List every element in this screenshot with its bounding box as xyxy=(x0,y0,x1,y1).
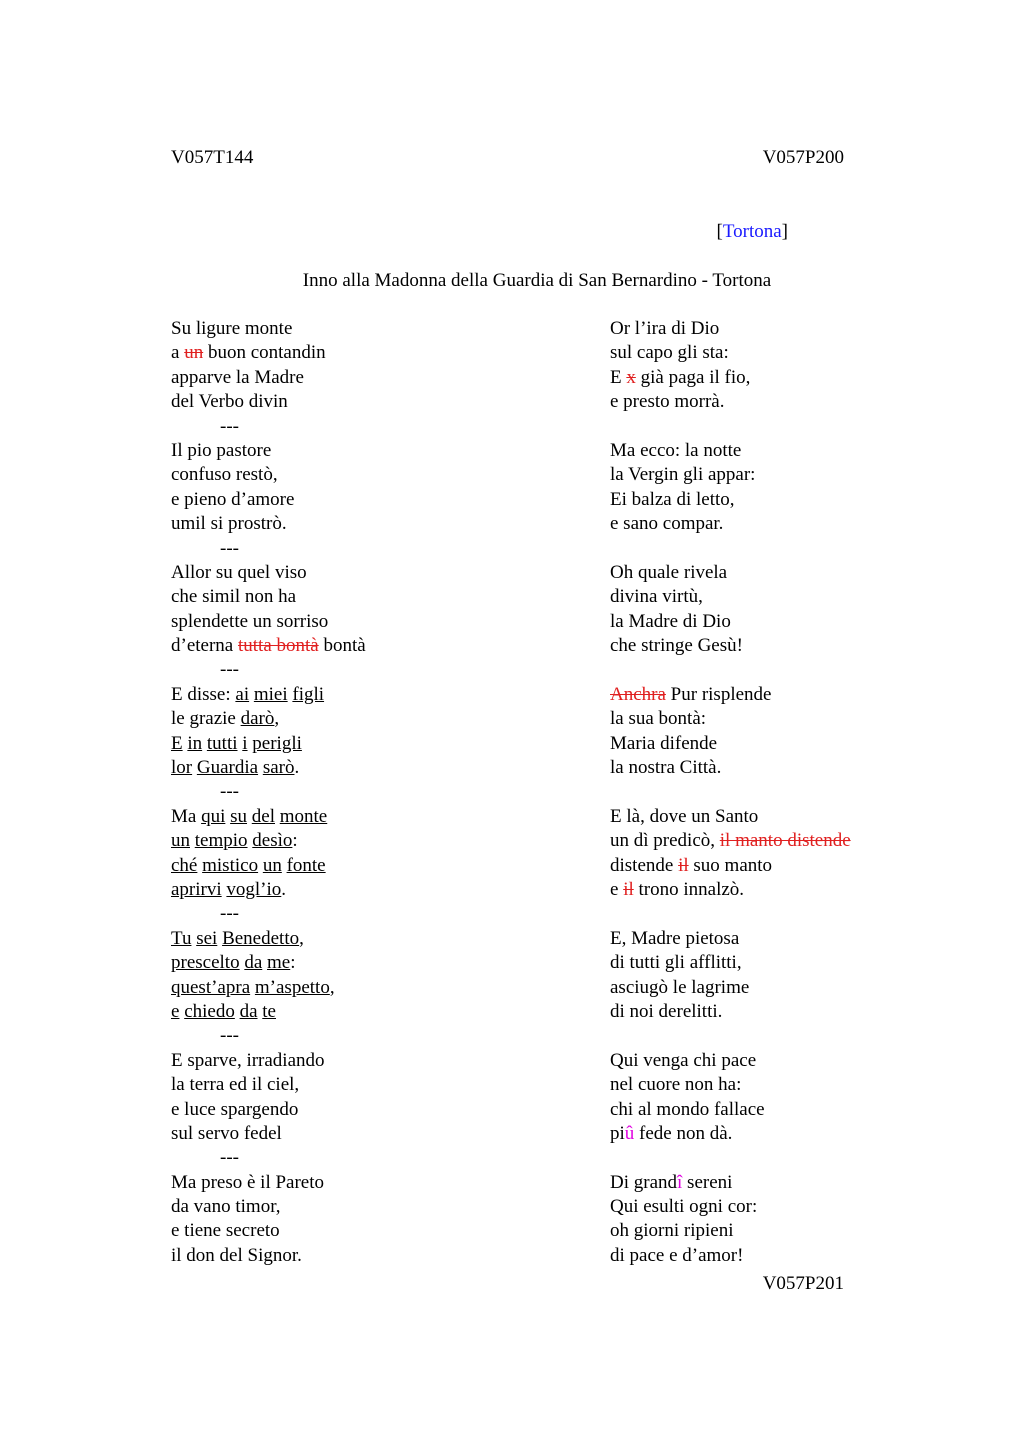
verse-text: a xyxy=(171,342,185,364)
place-link[interactable]: Tortona xyxy=(722,221,782,242)
place-tag xyxy=(717,220,788,244)
verse-line xyxy=(610,341,910,365)
verse-line xyxy=(171,1219,571,1243)
underlined-word: ai xyxy=(235,683,250,705)
verse-line xyxy=(171,805,571,829)
verse-text: sereni xyxy=(682,1171,733,1193)
verse-text: la terra ed il ciel, xyxy=(171,1074,300,1096)
poem-right-column xyxy=(610,317,910,1268)
verse-line xyxy=(610,732,910,756)
verse-line xyxy=(171,951,571,975)
underlined-word: lor xyxy=(171,757,193,779)
verse-line xyxy=(610,829,910,853)
verse-text: E disse: xyxy=(171,683,236,705)
verse-line xyxy=(610,610,910,634)
verse-text: e sano compar. xyxy=(610,513,724,535)
underlined-word: in xyxy=(187,732,203,754)
verse-text: sul capo gli sta: xyxy=(610,342,729,364)
underlined-word: quest’apra xyxy=(171,976,251,998)
place-close-bracket: ] xyxy=(781,221,788,242)
underlined-word: e xyxy=(171,1000,180,1022)
deleted-text: Anchra xyxy=(610,683,666,705)
verse-text: divina virtù, xyxy=(610,586,703,608)
underlined-word: vogl’io xyxy=(226,878,282,900)
highlighted-char: û xyxy=(624,1122,635,1144)
underlined-word: monte xyxy=(279,805,328,827)
verse-text: . xyxy=(281,878,287,900)
stanza-separator: --- xyxy=(220,781,239,803)
place-open-bracket: [ xyxy=(716,221,723,242)
verse-line xyxy=(171,854,571,878)
verse-text: da vano timor, xyxy=(171,1196,281,1218)
verse-text: E là, dove un Santo xyxy=(610,805,759,827)
verse-line xyxy=(171,1000,571,1024)
stanza-separator: --- xyxy=(220,903,239,925)
verse-text: e tiene secreto xyxy=(171,1220,280,1242)
verse-text: Ei balza di letto, xyxy=(610,488,735,510)
verse-line xyxy=(171,390,571,414)
verse-text: d’eterna xyxy=(171,635,238,657)
verse-text: distende xyxy=(610,854,679,876)
verse-line xyxy=(171,927,571,951)
verse-line xyxy=(610,927,910,951)
verse-text: apparve la Madre xyxy=(171,366,304,388)
underlined-word: perigli xyxy=(252,732,302,754)
stanza-gap xyxy=(610,780,910,804)
verse-text: Ma preso è il Pareto xyxy=(171,1171,325,1193)
verse-line xyxy=(610,463,910,487)
verse-text: oh giorni ripieni xyxy=(610,1220,734,1242)
verse-text: umil si prostrò. xyxy=(171,513,287,535)
verse-text: E xyxy=(610,366,627,388)
verse-text: Di grand xyxy=(610,1171,678,1193)
verse-line xyxy=(171,1122,571,1146)
highlighted-char: î xyxy=(677,1171,683,1193)
verse-line xyxy=(610,488,910,512)
verse-text: splendette un sorriso xyxy=(171,610,329,632)
verse-line xyxy=(610,1171,910,1195)
verse-line xyxy=(171,829,571,853)
verse-line xyxy=(171,976,571,1000)
verse-line xyxy=(171,683,571,707)
verse-line xyxy=(610,976,910,1000)
verse-line xyxy=(610,1219,910,1243)
verse-text: Oh quale rivela xyxy=(610,561,728,583)
verse-line xyxy=(610,854,910,878)
stanza-gap xyxy=(610,537,910,561)
verse-text: di noi derelitti. xyxy=(610,1000,723,1022)
verse-line xyxy=(171,634,571,658)
verse-text: , xyxy=(274,708,280,730)
verse-text: la Madre di Dio xyxy=(610,610,731,632)
footer-code: V057P201 xyxy=(762,1273,844,1294)
verse-line xyxy=(171,756,571,780)
verse-text: Ma ecco: la notte xyxy=(610,439,742,461)
underlined-word: ché xyxy=(171,854,198,876)
verse-text: che simil non ha xyxy=(171,586,297,608)
underlined-word: Tu xyxy=(171,927,192,949)
deleted-text: un xyxy=(184,342,204,364)
underlined-word: Guardia xyxy=(196,757,259,779)
verse-line xyxy=(610,317,910,341)
verse-line xyxy=(610,805,910,829)
underlined-word: m’aspetto xyxy=(254,976,330,998)
underlined-word: me xyxy=(267,952,291,974)
verse-text: Qui esulti ogni cor: xyxy=(610,1196,758,1218)
verse-line xyxy=(171,1244,571,1268)
verse-text: e pieno d’amore xyxy=(171,488,295,510)
underlined-word: te xyxy=(262,1000,276,1022)
underlined-word: desìo xyxy=(252,830,293,852)
verse-text: Il pio pastore xyxy=(171,439,272,461)
deleted-text: x xyxy=(626,366,636,388)
verse-text: Or l’ira di Dio xyxy=(610,318,720,339)
verse-text: Allor su quel viso xyxy=(171,561,307,583)
verse-text: Su ligure monte xyxy=(171,318,293,339)
verse-line xyxy=(610,683,910,707)
verse-text: suo manto xyxy=(688,854,773,876)
deleted-text: il xyxy=(623,878,634,900)
underlined-word: darò xyxy=(240,708,275,730)
underlined-word: E xyxy=(171,732,183,754)
verse-line xyxy=(171,1171,571,1195)
verse-text: sul servo fedel xyxy=(171,1122,282,1144)
verse-line xyxy=(610,1098,910,1122)
verse-text: la nostra Città. xyxy=(610,757,722,779)
underlined-word: chiedo xyxy=(184,1000,235,1022)
verse-line xyxy=(171,878,571,902)
underlined-word: un xyxy=(262,854,282,876)
stanza-separator: --- xyxy=(220,1147,239,1169)
verse-text: Ma xyxy=(171,805,202,827)
underlined-word: tutti xyxy=(206,732,238,754)
verse-text: del Verbo divin xyxy=(171,391,288,413)
deleted-text: il manto distende xyxy=(719,830,851,852)
verse-line xyxy=(610,1244,910,1268)
stanza-separator: --- xyxy=(220,415,239,437)
stanza-separator: --- xyxy=(220,537,239,559)
verse-line xyxy=(171,1098,571,1122)
verse-line xyxy=(171,488,571,512)
verse-text: Maria difende xyxy=(610,732,718,754)
verse-text: il don del Signor. xyxy=(171,1244,302,1266)
stanza-separator: --- xyxy=(220,659,239,681)
verse-text: trono innalzò. xyxy=(633,878,745,900)
verse-text: . xyxy=(294,757,300,779)
verse-line xyxy=(171,585,571,609)
verse-text: che stringe Gesù! xyxy=(610,635,743,657)
verse-text: chi al mondo fallace xyxy=(610,1098,765,1120)
verse-text: E sparve, irradiando xyxy=(171,1049,325,1071)
verse-line xyxy=(171,1049,571,1073)
underlined-word: aprirvi xyxy=(171,878,222,900)
verse-line xyxy=(610,634,910,658)
verse-line xyxy=(610,512,910,536)
verse-text: : xyxy=(292,830,298,852)
stanza-gap xyxy=(610,1024,910,1048)
underlined-word: miei xyxy=(253,683,288,705)
verse-line xyxy=(610,585,910,609)
verse-line xyxy=(171,463,571,487)
stanza-gap xyxy=(610,902,910,926)
verse-text: , xyxy=(329,976,335,998)
verse-text: nel cuore non ha: xyxy=(610,1074,742,1096)
verse-line xyxy=(610,756,910,780)
verse-text: e luce spargendo xyxy=(171,1098,299,1120)
verse-line xyxy=(171,366,571,390)
verse-text: la Vergin gli appar: xyxy=(610,464,756,486)
verse-line xyxy=(610,390,910,414)
verse-line xyxy=(610,366,910,390)
header-right-code: V057P200 xyxy=(762,147,844,168)
verse-text: la sua bontà: xyxy=(610,708,707,730)
verse-line xyxy=(171,561,571,585)
verse-line xyxy=(610,561,910,585)
verse-line xyxy=(610,1073,910,1097)
verse-line xyxy=(610,951,910,975)
verse-text: : xyxy=(290,952,296,974)
underlined-word: su xyxy=(230,805,248,827)
verse-text: e xyxy=(610,878,624,900)
underlined-word: un xyxy=(171,830,190,852)
underlined-word: qui xyxy=(201,805,226,827)
verse-line xyxy=(610,1049,910,1073)
verse-text: e presto morrà. xyxy=(610,391,725,413)
verse-text: Pur risplende xyxy=(665,683,772,705)
verse-line xyxy=(171,317,571,341)
verse-line xyxy=(171,439,571,463)
verse-text: di pace e d’amor! xyxy=(610,1244,744,1266)
underlined-word: mistico xyxy=(202,854,259,876)
stanza-gap xyxy=(610,1146,910,1170)
underlined-word: da xyxy=(244,952,263,974)
stanza-separator: --- xyxy=(220,1025,239,1047)
stanza-gap xyxy=(610,415,910,439)
underlined-word: sei xyxy=(196,927,218,949)
verse-line xyxy=(610,1195,910,1219)
verse-text: fede non dà. xyxy=(634,1122,733,1144)
underlined-word: figli xyxy=(292,683,325,705)
underlined-word: tempio xyxy=(194,830,248,852)
underlined-word: prescelto xyxy=(171,952,240,974)
verse-line xyxy=(610,878,910,902)
verse-line xyxy=(610,707,910,731)
verse-line xyxy=(171,707,571,731)
header-left-code: V057T144 xyxy=(171,147,254,168)
deleted-text: il xyxy=(678,854,689,876)
underlined-word: del xyxy=(251,805,275,827)
underlined-word: i xyxy=(242,732,248,754)
verse-line xyxy=(171,512,571,536)
stanza-gap xyxy=(610,658,910,682)
poem-left-column xyxy=(171,317,571,1268)
verse-line xyxy=(171,732,571,756)
verse-line xyxy=(171,1195,571,1219)
verse-text: le grazie xyxy=(171,708,241,730)
underlined-word: Benedetto xyxy=(222,927,300,949)
verse-text: già paga il fio, xyxy=(635,366,751,388)
deleted-text: tutta bontà xyxy=(237,635,319,657)
verse-line xyxy=(610,1122,910,1146)
verse-text: confuso restò, xyxy=(171,464,278,486)
verse-text: pi xyxy=(610,1122,625,1144)
verse-text: asciugò le lagrime xyxy=(610,976,750,998)
underlined-word: fonte xyxy=(286,854,326,876)
verse-text: , xyxy=(299,927,304,949)
verse-line xyxy=(171,610,571,634)
verse-text: di tutti gli afflitti, xyxy=(610,952,742,974)
underlined-word: da xyxy=(239,1000,258,1022)
verse-text: E, Madre pietosa xyxy=(610,927,740,949)
poem-title: Inno alla Madonna della Guardia di San Bernardino - Tortona xyxy=(302,270,772,291)
verse-text: Qui venga chi pace xyxy=(610,1049,757,1071)
verse-text: un dì predicò, xyxy=(610,830,720,852)
verse-line xyxy=(610,439,910,463)
verse-text: bontà xyxy=(318,635,366,657)
verse-line xyxy=(171,1073,571,1097)
underlined-word: sarò xyxy=(262,757,295,779)
verse-line xyxy=(610,1000,910,1024)
verse-text: buon contandin xyxy=(203,342,326,364)
verse-line xyxy=(171,341,571,365)
